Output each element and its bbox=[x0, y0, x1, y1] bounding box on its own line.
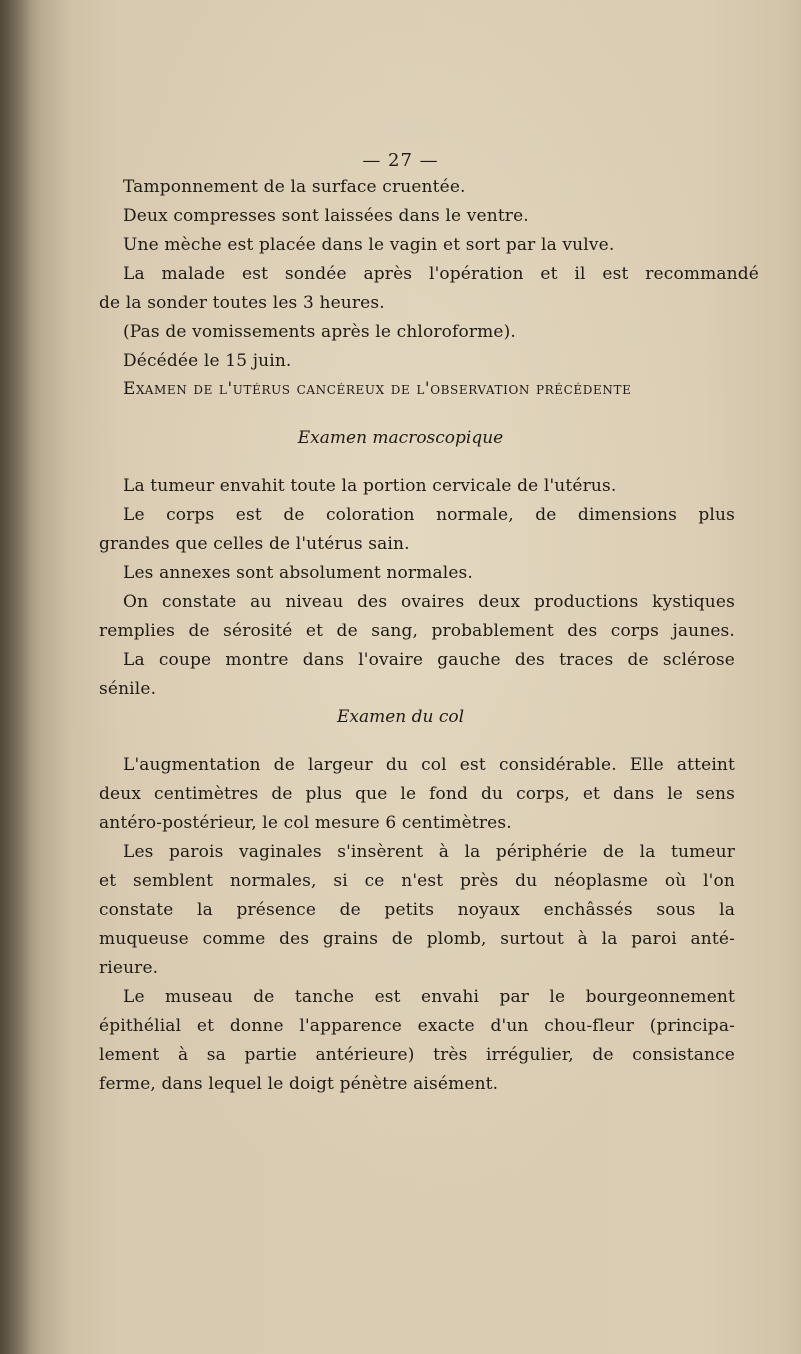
text-line: muqueuse comme des grains de plomb, surtout à la paroi anté- bbox=[99, 929, 735, 949]
text-line: et semblent normales, si ce n'est près du néoplasme où l'on bbox=[99, 871, 735, 891]
text-line: épithélial et donne l'apparence exacte d'un chou-fleur (principa- bbox=[99, 1016, 735, 1036]
subheading-col: Examen du col bbox=[336, 707, 465, 727]
text-line: Tamponnement de la surface cruentée. bbox=[123, 177, 466, 197]
text-line: Le corps est de coloration normale, de dimensions plus bbox=[123, 505, 735, 525]
section-heading: Examen de l'utérus cancéreux de l'observation précédente bbox=[123, 379, 632, 399]
page-edge-shadow bbox=[0, 0, 30, 1354]
text-line: constate la présence de petits noyaux enchâssés sous la bbox=[99, 900, 735, 920]
text-line: La malade est sondée après l'opération et il est recommandé bbox=[123, 264, 759, 284]
text-line: de la sonder toutes les 3 heures. bbox=[99, 293, 385, 313]
text-line: ferme, dans lequel le doigt pénètre aisément. bbox=[99, 1074, 499, 1094]
text-line: lement à sa partie antérieure) très irrégulier, de consistance bbox=[99, 1045, 735, 1065]
text-line: Deux compresses sont laissées dans le ventre. bbox=[123, 206, 529, 226]
text-line: sénile. bbox=[99, 679, 157, 699]
text-line: Les parois vaginales s'insèrent à la périphérie de la tumeur bbox=[123, 842, 735, 862]
text-line: L'augmentation de largeur du col est considérable. Elle atteint bbox=[123, 755, 735, 775]
text-line: remplies de sérosité et de sang, probablement des corps jaunes. bbox=[99, 621, 735, 641]
text-line: Décédée le 15 juin. bbox=[123, 351, 292, 371]
text-line: La tumeur envahit toute la portion cervicale de l'utérus. bbox=[123, 476, 617, 496]
text-line: Le museau de tanche est envahi par le bourgeonnement bbox=[123, 987, 735, 1007]
text-line: Une mèche est placée dans le vagin et sort par la vulve. bbox=[123, 235, 615, 255]
subheading-macroscopic: Examen macroscopique bbox=[297, 428, 504, 448]
text-line: grandes que celles de l'utérus sain. bbox=[99, 534, 410, 554]
page-number: — 27 — bbox=[362, 150, 439, 171]
text-line: (Pas de vomissements après le chloroforme). bbox=[123, 322, 516, 342]
text-line: antéro-postérieur, le col mesure 6 centimètres. bbox=[99, 813, 512, 833]
text-line: deux centimètres de plus que le fond du corps, et dans le sens bbox=[99, 784, 735, 804]
text-line: On constate au niveau des ovaires deux productions kystiques bbox=[123, 592, 735, 612]
text-line: rieure. bbox=[99, 958, 159, 978]
text-line: Les annexes sont absolument normales. bbox=[123, 563, 473, 583]
text-line: La coupe montre dans l'ovaire gauche des traces de sclérose bbox=[123, 650, 735, 670]
